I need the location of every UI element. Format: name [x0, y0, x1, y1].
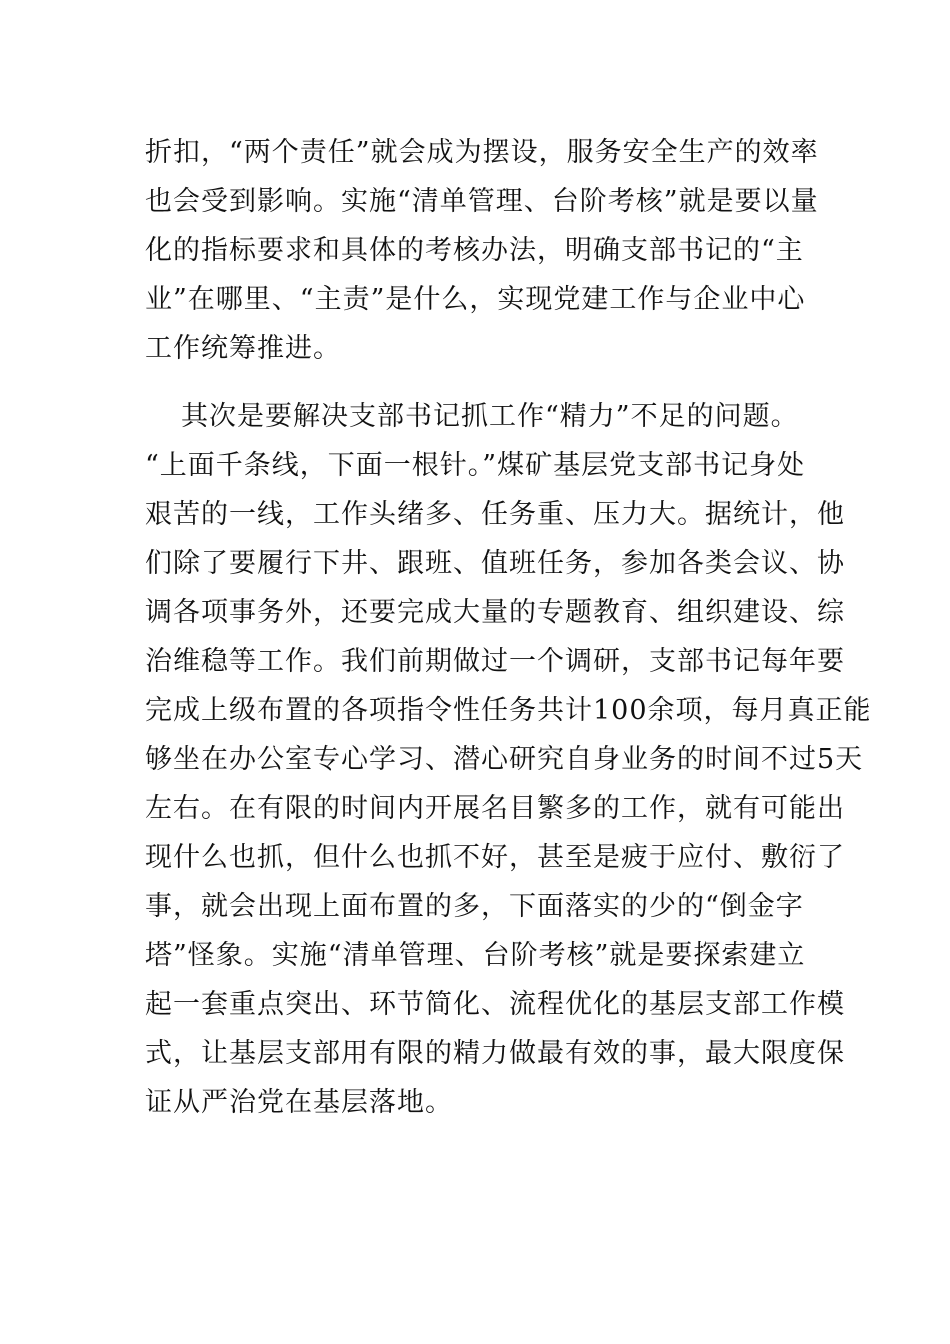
text-line: 折扣，“两个责任”就会成为摆设，服务安全生产的效率 [145, 137, 819, 168]
text-line: 塔”怪象。实施“清单管理、台阶考核”就是要探索建立 [145, 940, 806, 971]
text-line: 也会受到影响。实施“清单管理、台阶考核”就是要以量 [145, 186, 819, 217]
text-line: 业”在哪里、“主责”是什么，实现党建工作与企业中心 [145, 284, 806, 315]
text-line: 其次是要解决支部书记抓工作“精力”不足的问题。 [181, 401, 799, 432]
text-line: 现什么也抓，但什么也抓不好，甚至是疲于应付、敷衍了 [145, 842, 845, 873]
text-line: 化的指标要求和具体的考核办法，明确支部书记的“主 [145, 235, 804, 266]
text-line: 证从严治党在基层落地。 [145, 1087, 453, 1118]
text-line: 起一套重点突出、环节简化、流程优化的基层支部工作模 [145, 989, 845, 1020]
text-line: 工作统筹推进。 [145, 333, 341, 364]
text-line: 治维稳等工作。我们前期做过一个调研，支部书记每年要 [145, 646, 845, 677]
text-line: 事，就会出现上面布置的多，下面落实的少的“倒金字 [145, 891, 804, 922]
text-line: 调各项事务外，还要完成大量的专题教育、组织建设、综 [145, 597, 845, 628]
text-line: 式，让基层支部用有限的精力做最有效的事，最大限度保 [145, 1038, 845, 1069]
text-line: 艰苦的一线，工作头绪多、任务重、压力大。据统计，他 [145, 499, 845, 530]
text-line: “上面千条线，下面一根针。”煤矿基层党支部书记身处 [145, 450, 806, 481]
text-line: 们除了要履行下井、跟班、值班任务，参加各类会议、协 [145, 548, 845, 579]
paragraph-2 [145, 392, 872, 1127]
text-line: 完成上级布置的各项指令性任务共计100余项，每月真正能 [145, 695, 872, 726]
text-line: 左右。在有限的时间内开展名目繁多的工作，就有可能出 [145, 793, 845, 824]
text-line: 够坐在办公室专心学习、潜心研究自身业务的时间不过5天 [145, 744, 864, 775]
paragraph-1 [145, 128, 825, 373]
